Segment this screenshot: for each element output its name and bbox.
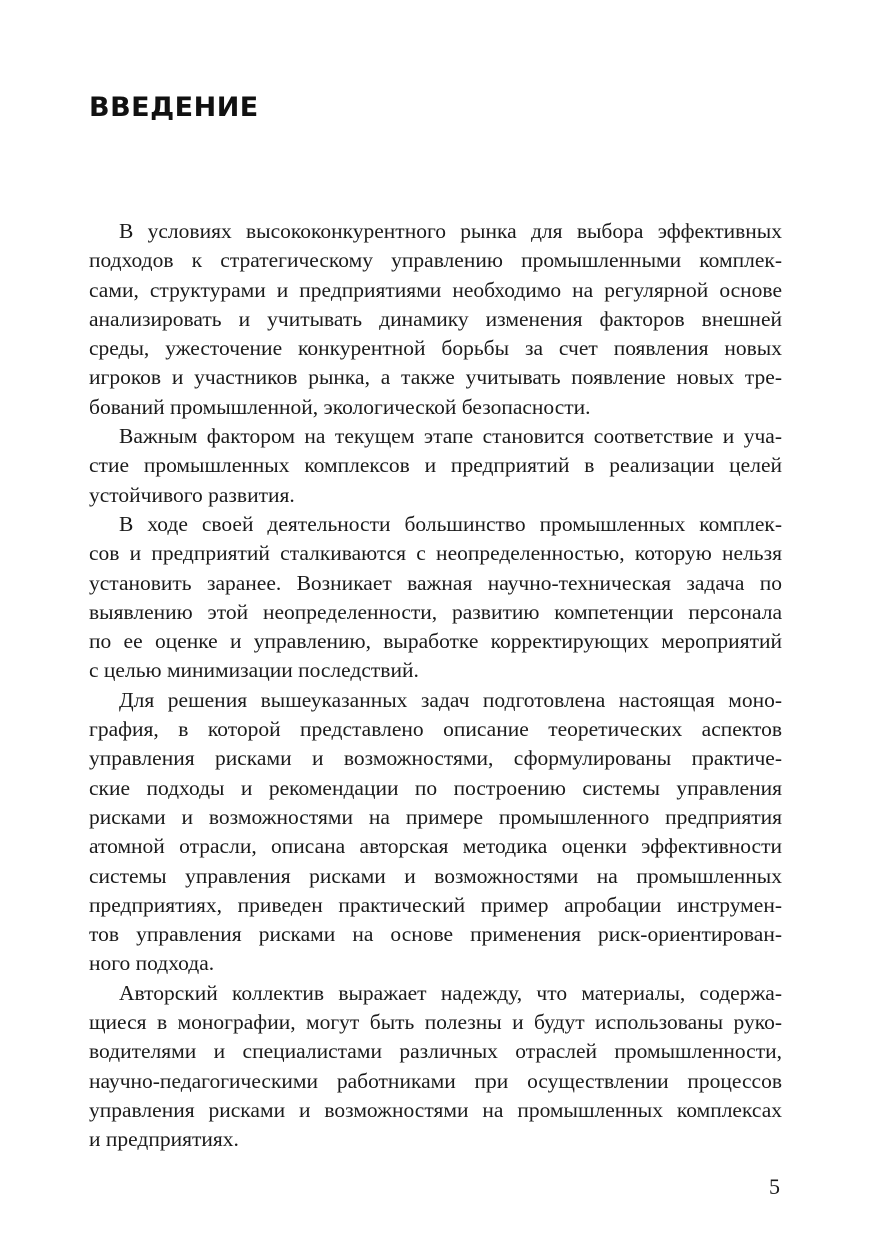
text-line: предприятиях, приведен практический пример апробации инструмен- <box>89 892 782 917</box>
text-line: анализировать и учитывать динамику изменения факторов внешней <box>89 306 782 331</box>
text-line: щиеся в монографии, могут быть полезны и будут использованы руко- <box>89 1010 782 1035</box>
text-line: сами, структурами и предприятиями необходимо на регулярной основе <box>89 277 782 302</box>
body-text <box>89 217 782 1155</box>
text-line: подходов к стратегическому управлению промышленными комплек- <box>89 248 782 273</box>
text-line: научно-педагогическими работниками при осуществлении процессов <box>89 1068 782 1093</box>
text-line: графия, в которой представлено описание теоретических аспектов <box>89 717 782 742</box>
text-line: по ее оценке и управлению, выработке корректирующих мероприятий <box>89 629 782 654</box>
text-line: стие промышленных комплексов и предприятий в реализации целей <box>89 453 782 478</box>
text-line: и предприятиях. <box>89 1127 239 1152</box>
text-line: сов и предприятий сталкиваются с неопределенностью, которую нельзя <box>89 541 782 566</box>
text-line: устойчивого развития. <box>89 482 295 507</box>
text-line: бований промышленной, экологической безопасности. <box>89 394 591 419</box>
text-line: управления рисками и возможностями, сформулированы практиче- <box>89 746 782 771</box>
text-line: системы управления рисками и возможностями на промышленных <box>89 863 782 888</box>
text-line: Авторский коллектив выражает надежду, что материалы, содержа- <box>119 980 782 1005</box>
text-line: игроков и участников рынка, а также учитывать появление новых тре- <box>89 365 782 390</box>
text-line: управления рисками и возможностями на промышленных комплексах <box>89 1097 782 1122</box>
text-line: Для решения вышеуказанных задач подготовлена настоящая моно- <box>119 687 782 712</box>
page-number: 5 <box>769 1174 780 1199</box>
text-line: установить заранее. Возникает важная научно-техническая задача по <box>89 570 782 595</box>
text-line: водителями и специалистами различных отраслей промышленности, <box>89 1039 782 1064</box>
page-title: ВВЕДЕНИЕ <box>89 92 259 123</box>
text-line: тов управления рисками на основе применения риск-ориентирован- <box>89 922 782 947</box>
text-line: В ходе своей деятельности большинство промышленных комплек- <box>119 511 782 536</box>
text-line: среды, ужесточение конкурентной борьбы за счет появления новых <box>89 336 782 361</box>
text-line: Важным фактором на текущем этапе становится соответствие и уча- <box>119 424 782 449</box>
text-line: В условиях высококонкурентного рынка для выбора эффективных <box>119 219 782 243</box>
text-line: с целью минимизации последствий. <box>89 658 419 683</box>
text-line: ного подхода. <box>89 951 215 976</box>
text-line: ские подходы и рекомендации по построению системы управления <box>89 775 782 800</box>
text-line: выявлению этой неопределенности, развитию компетенции персонала <box>89 599 782 624</box>
text-line: рисками и возможностями на примере промышленного предприятия <box>89 804 782 829</box>
text-line: атомной отрасли, описана авторская методика оценки эффективности <box>89 834 782 859</box>
